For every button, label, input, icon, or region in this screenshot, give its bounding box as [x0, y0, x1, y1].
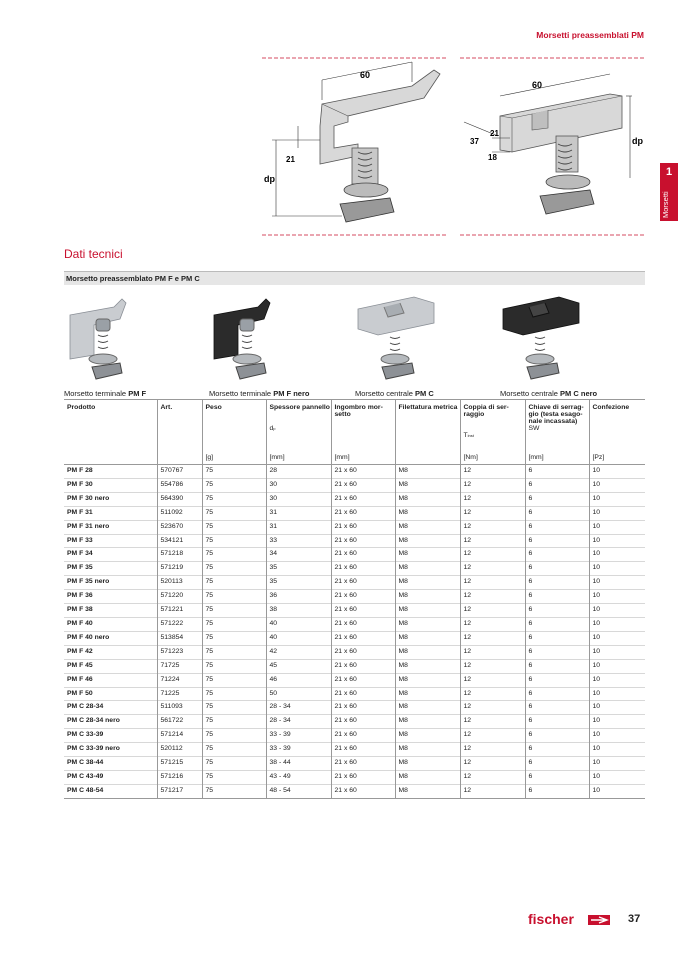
table-cell: 10	[589, 548, 645, 562]
dim-lip-label: 21	[286, 155, 295, 164]
table-cell: M8	[395, 743, 460, 757]
table-cell: PM C 33-39 nero	[64, 743, 157, 757]
table-cell: 10	[589, 520, 645, 534]
unit-cell	[157, 454, 202, 465]
table-row	[64, 715, 645, 729]
table-cell: 6	[525, 465, 589, 479]
table-cell: 12	[460, 590, 525, 604]
table-cell: 6	[525, 701, 589, 715]
table-cell: M8	[395, 465, 460, 479]
table-cell: 50	[266, 687, 331, 701]
table-cell: 35	[266, 576, 331, 590]
table-cell: 42	[266, 645, 331, 659]
col-header: Confezione	[589, 400, 645, 455]
table-cell: M8	[395, 576, 460, 590]
table-cell: 75	[202, 478, 266, 492]
table-cell: 21 x 60	[331, 604, 395, 618]
table-cell: M8	[395, 701, 460, 715]
table-cell: PM F 30 nero	[64, 492, 157, 506]
table-cell: 48 - 54	[266, 784, 331, 798]
table-cell: 6	[525, 576, 589, 590]
table-cell: 75	[202, 687, 266, 701]
table-row	[64, 617, 645, 631]
table-row	[64, 645, 645, 659]
table-cell: 6	[525, 506, 589, 520]
table-cell: 6	[525, 617, 589, 631]
table-cell: 6	[525, 687, 589, 701]
table-cell: PM F 34	[64, 548, 157, 562]
table-row	[64, 465, 645, 479]
table-cell: 10	[589, 757, 645, 771]
table-cell: 10	[589, 715, 645, 729]
col-header: Peso	[202, 400, 266, 455]
table-unit-row	[64, 454, 645, 465]
col-header: Art.	[157, 400, 202, 455]
table-cell: 21 x 60	[331, 743, 395, 757]
table-cell: 35	[266, 562, 331, 576]
table-cell: M8	[395, 715, 460, 729]
table-cell: 554786	[157, 478, 202, 492]
table-cell: 520113	[157, 576, 202, 590]
table-row	[64, 562, 645, 576]
specs-table	[64, 399, 645, 799]
table-cell: M8	[395, 631, 460, 645]
product-image-pm-f-nero	[208, 289, 348, 389]
table-row	[64, 784, 645, 798]
table-cell: 6	[525, 534, 589, 548]
table-cell: 45	[266, 659, 331, 673]
table-cell: M8	[395, 534, 460, 548]
table-cell: 6	[525, 590, 589, 604]
table-cell: 571221	[157, 604, 202, 618]
table-cell: 21 x 60	[331, 784, 395, 798]
table-cell: PM F 31 nero	[64, 520, 157, 534]
table-cell: 75	[202, 590, 266, 604]
table-cell: 10	[589, 673, 645, 687]
table-cell: 21 x 60	[331, 659, 395, 673]
table-cell: 513854	[157, 631, 202, 645]
table-cell: M8	[395, 659, 460, 673]
table-cell: 6	[525, 548, 589, 562]
unit-cell: [mm]	[266, 454, 331, 465]
chapter-number: 1	[665, 166, 673, 178]
table-cell: 10	[589, 729, 645, 743]
table-cell: 75	[202, 631, 266, 645]
table-row	[64, 757, 645, 771]
table-cell: PM F 35	[64, 562, 157, 576]
table-cell: M8	[395, 770, 460, 784]
table-cell: PM F 40	[64, 617, 157, 631]
table-cell: 6	[525, 673, 589, 687]
table-cell: PM C 33-39	[64, 729, 157, 743]
table-cell: 6	[525, 770, 589, 784]
table-cell: M8	[395, 520, 460, 534]
table-row	[64, 520, 645, 534]
table-cell: 75	[202, 465, 266, 479]
fischer-logo	[528, 910, 618, 930]
unit-cell	[64, 454, 157, 465]
table-cell: 6	[525, 631, 589, 645]
table-row	[64, 729, 645, 743]
table-row	[64, 701, 645, 715]
unit-cell: [mm]	[331, 454, 395, 465]
svg-text:fischer: fischer	[528, 911, 574, 927]
col-header: Coppia di ser-raggio Tinst	[460, 400, 525, 455]
table-cell: PM C 28-34 nero	[64, 715, 157, 729]
table-cell: 571218	[157, 548, 202, 562]
table-cell: 75	[202, 492, 266, 506]
table-cell: 10	[589, 770, 645, 784]
table-cell: 12	[460, 492, 525, 506]
table-cell: 10	[589, 701, 645, 715]
table-cell: 10	[589, 590, 645, 604]
table-cell: 21 x 60	[331, 465, 395, 479]
table-cell: 12	[460, 715, 525, 729]
table-cell: 75	[202, 534, 266, 548]
dim-dp-label: dp	[264, 174, 275, 184]
table-cell: M8	[395, 617, 460, 631]
table-cell: 12	[460, 506, 525, 520]
dim-21-label: 21	[490, 129, 499, 138]
table-cell: 75	[202, 673, 266, 687]
table-cell: 12	[460, 729, 525, 743]
table-cell: 12	[460, 645, 525, 659]
table-cell: 33 - 39	[266, 743, 331, 757]
table-cell: PM F 38	[64, 604, 157, 618]
table-cell: 6	[525, 492, 589, 506]
table-row	[64, 478, 645, 492]
table-cell: 6	[525, 562, 589, 576]
table-row	[64, 673, 645, 687]
table-cell: 21 x 60	[331, 492, 395, 506]
table-cell: 21 x 60	[331, 506, 395, 520]
table-cell: 10	[589, 645, 645, 659]
table-cell: 43 - 49	[266, 770, 331, 784]
table-cell: 71224	[157, 673, 202, 687]
table-cell: 10	[589, 631, 645, 645]
table-cell: 6	[525, 659, 589, 673]
table-row	[64, 590, 645, 604]
dim-37-label: 37	[470, 137, 479, 146]
unit-cell: [Pz]	[589, 454, 645, 465]
table-cell: 12	[460, 548, 525, 562]
table-cell: 10	[589, 659, 645, 673]
table-cell: M8	[395, 784, 460, 798]
table-cell: 21 x 60	[331, 757, 395, 771]
table-cell: 21 x 60	[331, 590, 395, 604]
table-row	[64, 548, 645, 562]
table-cell: 12	[460, 617, 525, 631]
table-cell: PM C 48-54	[64, 784, 157, 798]
table-cell: 520112	[157, 743, 202, 757]
table-cell: 21 x 60	[331, 631, 395, 645]
table-cell: M8	[395, 548, 460, 562]
table-cell: 38	[266, 604, 331, 618]
table-cell: PM F 45	[64, 659, 157, 673]
table-cell: 28 - 34	[266, 701, 331, 715]
table-cell: PM F 30	[64, 478, 157, 492]
table-cell: 75	[202, 604, 266, 618]
table-cell: 75	[202, 576, 266, 590]
table-cell: 75	[202, 715, 266, 729]
table-cell: 511093	[157, 701, 202, 715]
col-header: Prodotto	[64, 400, 157, 455]
table-cell: M8	[395, 604, 460, 618]
table-cell: 75	[202, 548, 266, 562]
table-cell: 12	[460, 687, 525, 701]
table-cell: 6	[525, 520, 589, 534]
table-cell: 561722	[157, 715, 202, 729]
table-row	[64, 631, 645, 645]
table-cell: 6	[525, 743, 589, 757]
table-row	[64, 687, 645, 701]
table-cell: 12	[460, 465, 525, 479]
table-row	[64, 743, 645, 757]
table-cell: 75	[202, 784, 266, 798]
table-cell: PM C 38-44	[64, 757, 157, 771]
table-cell: M8	[395, 645, 460, 659]
table-cell: M8	[395, 687, 460, 701]
table-cell: 21 x 60	[331, 478, 395, 492]
unit-cell: [g]	[202, 454, 266, 465]
table-cell: 12	[460, 478, 525, 492]
table-cell: 6	[525, 715, 589, 729]
table-cell: M8	[395, 506, 460, 520]
table-cell: 6	[525, 757, 589, 771]
table-cell: 10	[589, 478, 645, 492]
table-cell: 21 x 60	[331, 562, 395, 576]
table-cell: 21 x 60	[331, 548, 395, 562]
table-row	[64, 534, 645, 548]
table-row	[64, 576, 645, 590]
table-row	[64, 604, 645, 618]
dim-18-label: 18	[488, 153, 497, 162]
table-cell: 10	[589, 492, 645, 506]
table-cell: 6	[525, 478, 589, 492]
unit-cell	[395, 454, 460, 465]
table-cell: 10	[589, 562, 645, 576]
caption-pm-f: Morsetto terminale PM F	[64, 389, 147, 398]
table-cell: 10	[589, 784, 645, 798]
table-cell: 571219	[157, 562, 202, 576]
table-cell: 75	[202, 645, 266, 659]
caption-pm-c: Morsetto centrale PM C	[355, 389, 434, 398]
table-cell: 75	[202, 617, 266, 631]
product-image-pm-c-nero	[499, 289, 639, 389]
table-cell: PM F 40 nero	[64, 631, 157, 645]
table-title: Morsetto preassemblato PM F e PM C	[64, 271, 645, 285]
table-cell: 12	[460, 534, 525, 548]
table-cell: 31	[266, 506, 331, 520]
caption-pm-f-nero: Morsetto terminale PM F nero	[209, 389, 310, 398]
table-cell: 40	[266, 631, 331, 645]
table-cell: 75	[202, 743, 266, 757]
table-cell: 21 x 60	[331, 770, 395, 784]
table-cell: 12	[460, 770, 525, 784]
table-cell: 75	[202, 701, 266, 715]
table-cell: 6	[525, 784, 589, 798]
table-cell: 534121	[157, 534, 202, 548]
section-title: Dati tecnici	[64, 247, 123, 261]
chapter-label: Morsetti	[661, 191, 670, 218]
drawing-end-clamp	[262, 56, 448, 238]
table-cell: 571220	[157, 590, 202, 604]
table-cell: 10	[589, 743, 645, 757]
unit-cell: [Nm]	[460, 454, 525, 465]
table-cell: M8	[395, 562, 460, 576]
dim-width-label: 60	[532, 80, 543, 90]
table-cell: 12	[460, 631, 525, 645]
table-cell: 33 - 39	[266, 729, 331, 743]
table-cell: 21 x 60	[331, 520, 395, 534]
table-cell: PM F 50	[64, 687, 157, 701]
table-cell: PM F 36	[64, 590, 157, 604]
table-cell: 6	[525, 645, 589, 659]
table-cell: 12	[460, 673, 525, 687]
table-cell: 12	[460, 743, 525, 757]
product-image-pm-f	[64, 289, 204, 389]
chapter-tab	[660, 163, 678, 221]
table-cell: 12	[460, 757, 525, 771]
table-cell: 12	[460, 784, 525, 798]
table-cell: 21 x 60	[331, 576, 395, 590]
col-header: Chiave di serrag-gio (testa esago-nale incassata) SW	[525, 400, 589, 455]
table-cell: 34	[266, 548, 331, 562]
table-cell: 12	[460, 604, 525, 618]
table-cell: 75	[202, 770, 266, 784]
table-cell: 21 x 60	[331, 687, 395, 701]
table-cell: M8	[395, 590, 460, 604]
table-cell: 28 - 34	[266, 715, 331, 729]
table-cell: 28	[266, 465, 331, 479]
col-header: Filettatura metrica	[395, 400, 460, 455]
dim-dp-label: dp	[632, 136, 643, 146]
table-cell: PM F 46	[64, 673, 157, 687]
table-cell: 71725	[157, 659, 202, 673]
running-header: Morsetti preassemblati PM	[536, 30, 644, 40]
unit-cell: [mm]	[525, 454, 589, 465]
col-header: Ingombro mor-setto	[331, 400, 395, 455]
table-cell: PM F 42	[64, 645, 157, 659]
table-cell: 12	[460, 659, 525, 673]
table-cell: PM F 28	[64, 465, 157, 479]
table-cell: 75	[202, 562, 266, 576]
table-row	[64, 659, 645, 673]
table-cell: 75	[202, 520, 266, 534]
table-cell: 31	[266, 520, 331, 534]
table-cell: PM F 31	[64, 506, 157, 520]
product-image-pm-c	[354, 289, 494, 389]
table-cell: 10	[589, 576, 645, 590]
col-header: Spessore pannello dp	[266, 400, 331, 455]
table-cell: 564390	[157, 492, 202, 506]
table-cell: 71225	[157, 687, 202, 701]
table-cell: 12	[460, 562, 525, 576]
table-cell: 30	[266, 478, 331, 492]
table-cell: PM C 43-49	[64, 770, 157, 784]
table-cell: 571216	[157, 770, 202, 784]
table-cell: 75	[202, 659, 266, 673]
table-cell: 40	[266, 617, 331, 631]
table-cell: 21 x 60	[331, 534, 395, 548]
table-header-row	[64, 400, 645, 455]
table-cell: 6	[525, 729, 589, 743]
table-cell: 75	[202, 506, 266, 520]
table-cell: 75	[202, 757, 266, 771]
table-cell: 12	[460, 701, 525, 715]
table-cell: M8	[395, 757, 460, 771]
table-cell: 571223	[157, 645, 202, 659]
drawing-middle-clamp	[460, 56, 646, 238]
table-cell: 571215	[157, 757, 202, 771]
table-cell: 21 x 60	[331, 729, 395, 743]
table-cell: 12	[460, 520, 525, 534]
table-cell: PM F 33	[64, 534, 157, 548]
page-number: 37	[628, 913, 641, 925]
table-cell: M8	[395, 729, 460, 743]
table-row	[64, 492, 645, 506]
table-cell: 571217	[157, 784, 202, 798]
table-cell: M8	[395, 673, 460, 687]
table-cell: 511092	[157, 506, 202, 520]
table-cell: 36	[266, 590, 331, 604]
table-row	[64, 770, 645, 784]
caption-pm-c-nero: Morsetto centrale PM C nero	[500, 389, 598, 398]
table-cell: 46	[266, 673, 331, 687]
table-cell: 75	[202, 729, 266, 743]
table-cell: 21 x 60	[331, 617, 395, 631]
table-cell: M8	[395, 478, 460, 492]
table-cell: 523670	[157, 520, 202, 534]
table-cell: 10	[589, 465, 645, 479]
dim-width-label: 60	[360, 70, 371, 80]
table-cell: 33	[266, 534, 331, 548]
table-cell: 21 x 60	[331, 715, 395, 729]
table-cell: 10	[589, 687, 645, 701]
table-cell: 30	[266, 492, 331, 506]
table-cell: 570767	[157, 465, 202, 479]
table-cell: 21 x 60	[331, 645, 395, 659]
table-cell: PM C 28-34	[64, 701, 157, 715]
table-cell: 10	[589, 506, 645, 520]
table-cell: 21 x 60	[331, 701, 395, 715]
table-cell: 10	[589, 604, 645, 618]
table-cell: PM F 35 nero	[64, 576, 157, 590]
table-row	[64, 506, 645, 520]
table-cell: M8	[395, 492, 460, 506]
table-cell: 10	[589, 617, 645, 631]
table-cell: 10	[589, 534, 645, 548]
table-cell: 571214	[157, 729, 202, 743]
table-cell: 38 - 44	[266, 757, 331, 771]
table-cell: 12	[460, 576, 525, 590]
table-cell: 571222	[157, 617, 202, 631]
table-cell: 21 x 60	[331, 673, 395, 687]
table-cell: 6	[525, 604, 589, 618]
